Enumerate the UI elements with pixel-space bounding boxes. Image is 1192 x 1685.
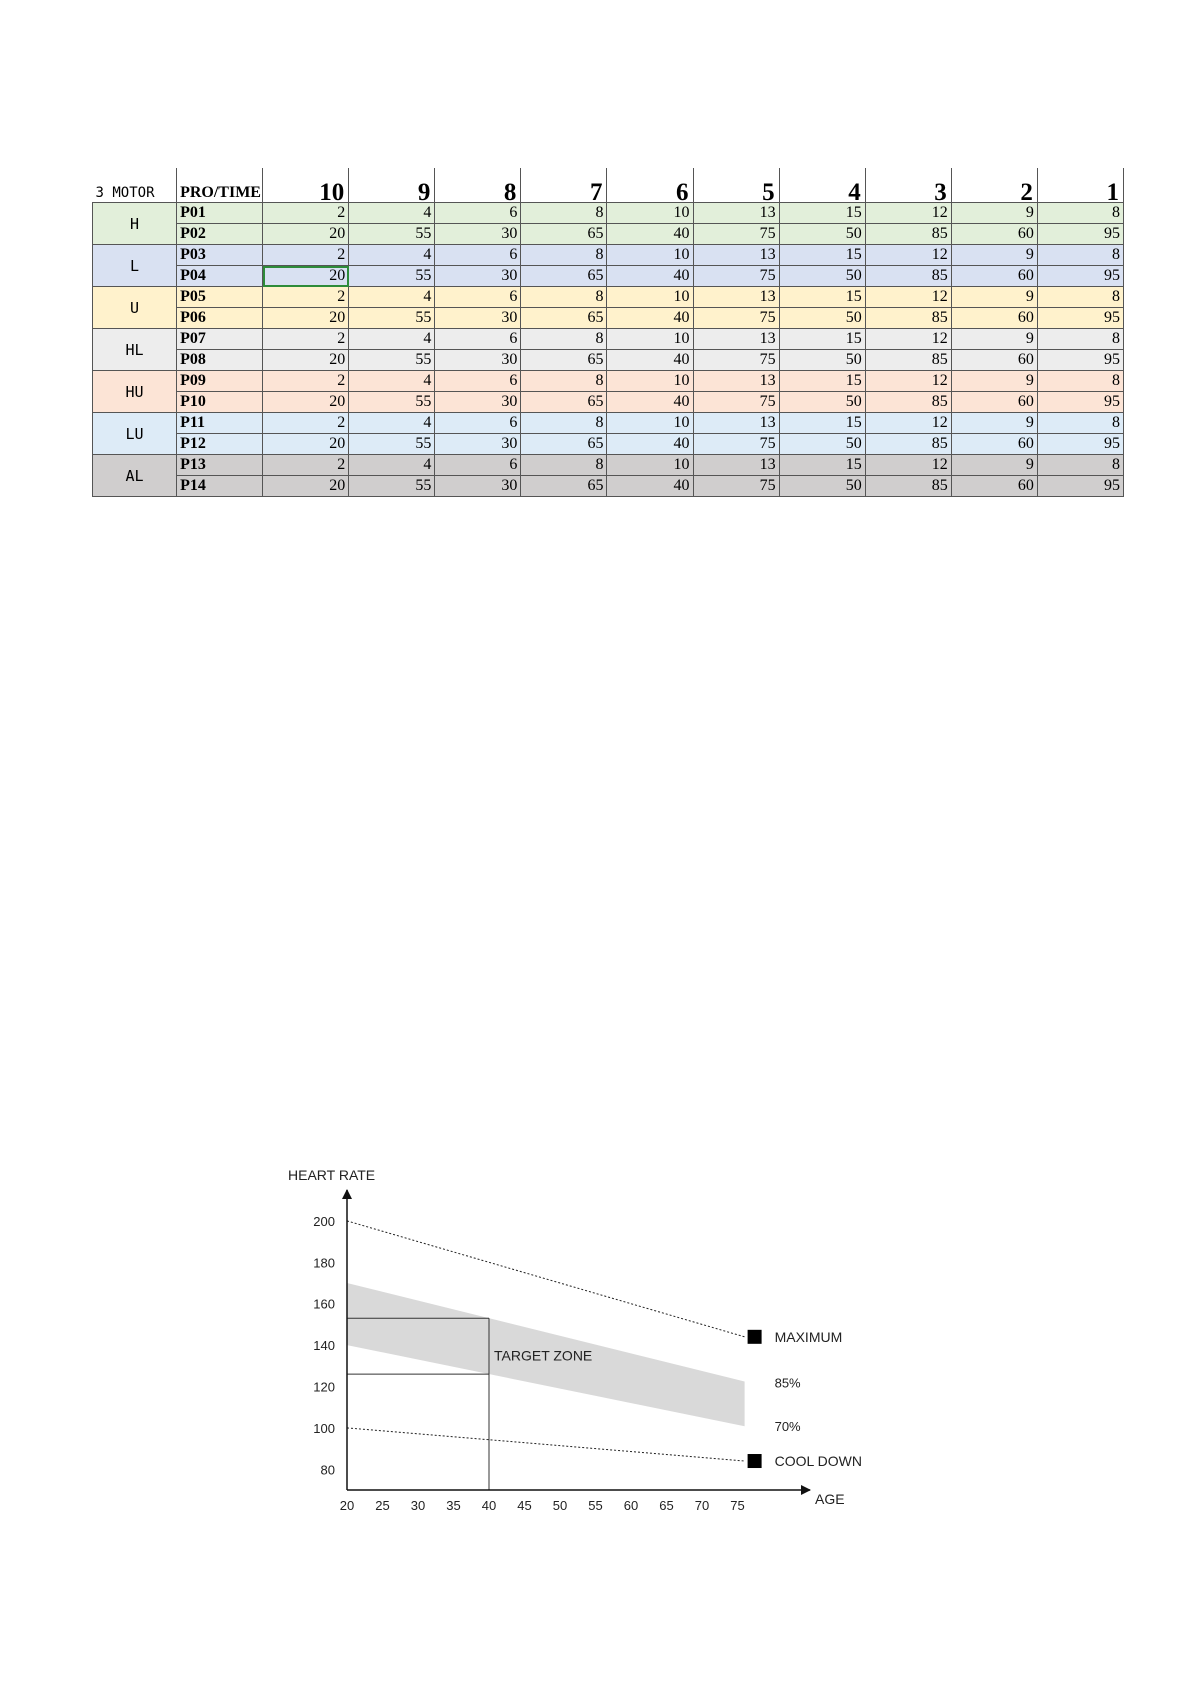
value-cell[interactable]: 15 (779, 371, 865, 392)
program-label: P04 (177, 266, 263, 287)
value-cell[interactable]: 13 (693, 245, 779, 266)
value-cell[interactable]: 15 (779, 455, 865, 476)
value-cell[interactable]: 75 (693, 266, 779, 287)
value-cell[interactable]: 8 (1037, 287, 1123, 308)
value-cell[interactable]: 6 (435, 413, 521, 434)
value-cell[interactable]: 2 (263, 371, 349, 392)
value-cell[interactable]: 8 (521, 455, 607, 476)
group-label: AL (93, 455, 177, 497)
y-axis-label: HEART RATE (288, 1167, 376, 1183)
value-cell[interactable]: 2 (263, 329, 349, 350)
value-cell[interactable]: 10 (607, 455, 693, 476)
value-cell[interactable]: 9 (951, 203, 1037, 224)
program-label: P07 (177, 329, 263, 350)
value-cell[interactable]: 4 (349, 287, 435, 308)
x-tick-label: 45 (517, 1498, 532, 1513)
y-tick-label: 200 (313, 1213, 335, 1229)
value-cell[interactable]: 13 (693, 329, 779, 350)
group-label: LU (93, 413, 177, 455)
value-cell[interactable]: 6 (435, 329, 521, 350)
value-cell[interactable]: 55 (349, 476, 435, 497)
table-row (93, 413, 1124, 434)
table-row (93, 203, 1124, 224)
value-cell[interactable]: 6 (435, 203, 521, 224)
value-cell[interactable]: 95 (1037, 308, 1123, 329)
value-cell[interactable]: 85 (865, 392, 951, 413)
table-row (93, 308, 1124, 329)
x-tick-label: 55 (588, 1498, 603, 1513)
value-cell[interactable]: 6 (435, 287, 521, 308)
table-row (93, 476, 1124, 497)
value-cell[interactable]: 2 (263, 413, 349, 434)
value-cell[interactable]: 40 (607, 224, 693, 245)
value-cell[interactable]: 9 (951, 455, 1037, 476)
value-cell[interactable]: 40 (607, 308, 693, 329)
value-cell[interactable]: 75 (693, 476, 779, 497)
value-cell[interactable]: 60 (951, 224, 1037, 245)
value-cell[interactable]: 2 (263, 203, 349, 224)
value-cell[interactable]: 4 (349, 371, 435, 392)
x-tick-label: 25 (375, 1498, 390, 1513)
value-cell[interactable]: 65 (521, 266, 607, 287)
table-row (93, 434, 1124, 455)
value-cell[interactable]: 55 (349, 434, 435, 455)
value-cell[interactable]: 8 (521, 371, 607, 392)
value-cell[interactable]: 12 (865, 413, 951, 434)
value-cell[interactable]: 55 (349, 392, 435, 413)
group-label: HL (93, 329, 177, 371)
value-cell[interactable]: 9 (951, 413, 1037, 434)
value-cell[interactable]: 30 (435, 392, 521, 413)
x-tick-label: 30 (410, 1498, 426, 1513)
value-cell[interactable]: 9 (951, 245, 1037, 266)
y-tick-label: 160 (313, 1296, 335, 1312)
table-row (93, 350, 1124, 371)
value-cell[interactable]: 8 (1037, 371, 1123, 392)
value-cell[interactable]: 75 (693, 350, 779, 371)
time-column-header: 7 (521, 168, 607, 203)
group-label: U (93, 287, 177, 329)
value-cell[interactable]: 50 (779, 392, 865, 413)
pro-time-label: PRO/TIME (177, 168, 263, 203)
x-tick-label: 50 (552, 1498, 568, 1513)
value-cell[interactable]: 13 (693, 455, 779, 476)
value-cell[interactable]: 8 (521, 329, 607, 350)
value-cell[interactable]: 9 (951, 329, 1037, 350)
band-label: TARGET ZONE (494, 1347, 593, 1364)
value-cell[interactable]: 40 (607, 350, 693, 371)
value-cell[interactable]: 8 (521, 203, 607, 224)
table-row (93, 224, 1124, 245)
value-cell[interactable]: 65 (521, 476, 607, 497)
value-cell[interactable]: 60 (951, 434, 1037, 455)
value-cell[interactable]: 55 (349, 224, 435, 245)
value-cell[interactable]: 13 (693, 413, 779, 434)
series-line (347, 1428, 745, 1461)
program-label: P05 (177, 287, 263, 308)
value-cell[interactable]: 75 (693, 434, 779, 455)
value-cell[interactable]: 95 (1037, 224, 1123, 245)
table-row (93, 266, 1124, 287)
table-row (93, 245, 1124, 266)
value-cell[interactable]: 8 (1037, 455, 1123, 476)
value-cell[interactable]: 13 (693, 203, 779, 224)
value-cell[interactable]: 85 (865, 266, 951, 287)
time-column-header: 1 (1037, 168, 1123, 203)
table-row (93, 392, 1124, 413)
value-cell[interactable]: 10 (607, 329, 693, 350)
value-cell[interactable]: 20 (263, 266, 349, 287)
value-cell[interactable]: 50 (779, 434, 865, 455)
program-label: P10 (177, 392, 263, 413)
value-cell[interactable]: 30 (435, 350, 521, 371)
value-cell[interactable]: 13 (693, 371, 779, 392)
program-table (92, 168, 1124, 497)
value-cell[interactable]: 75 (693, 308, 779, 329)
time-column-header: 3 (865, 168, 951, 203)
value-cell[interactable]: 15 (779, 413, 865, 434)
value-cell[interactable]: 40 (607, 266, 693, 287)
value-cell[interactable]: 6 (435, 245, 521, 266)
value-cell[interactable]: 60 (951, 392, 1037, 413)
table-row (93, 287, 1124, 308)
value-cell[interactable]: 10 (607, 203, 693, 224)
value-cell[interactable]: 10 (607, 245, 693, 266)
value-cell[interactable]: 30 (435, 266, 521, 287)
value-cell[interactable]: 85 (865, 350, 951, 371)
value-cell[interactable]: 15 (779, 245, 865, 266)
x-tick-label: 70 (694, 1498, 710, 1513)
value-cell[interactable]: 85 (865, 476, 951, 497)
time-column-header: 8 (435, 168, 521, 203)
value-cell[interactable]: 13 (693, 287, 779, 308)
program-label: P14 (177, 476, 263, 497)
value-cell[interactable]: 8 (1037, 245, 1123, 266)
group-label: H (93, 203, 177, 245)
band-lower-label: 70% (774, 1418, 801, 1434)
value-cell[interactable]: 8 (521, 287, 607, 308)
value-cell[interactable]: 55 (349, 350, 435, 371)
value-cell[interactable]: 60 (951, 476, 1037, 497)
value-cell[interactable]: 65 (521, 350, 607, 371)
heart-rate-chart (280, 1160, 920, 1540)
x-tick-label: 65 (659, 1498, 674, 1513)
value-cell[interactable]: 55 (349, 308, 435, 329)
table-row (93, 329, 1124, 350)
value-cell[interactable]: 40 (607, 434, 693, 455)
series-label: MAXIMUM (774, 1328, 843, 1345)
value-cell[interactable]: 12 (865, 329, 951, 350)
value-cell[interactable]: 6 (435, 455, 521, 476)
value-cell[interactable]: 50 (779, 224, 865, 245)
series-marker (748, 1330, 762, 1344)
value-cell[interactable]: 2 (263, 455, 349, 476)
value-cell[interactable]: 95 (1037, 392, 1123, 413)
value-cell[interactable]: 75 (693, 224, 779, 245)
value-cell[interactable]: 50 (779, 308, 865, 329)
header-row (93, 168, 1124, 203)
value-cell[interactable]: 20 (263, 308, 349, 329)
value-cell[interactable]: 85 (865, 434, 951, 455)
value-cell[interactable]: 50 (779, 350, 865, 371)
y-tick-label: 100 (313, 1420, 335, 1436)
y-tick-label: 80 (320, 1462, 335, 1478)
value-cell[interactable]: 20 (263, 392, 349, 413)
program-label: P08 (177, 350, 263, 371)
value-cell[interactable]: 30 (435, 476, 521, 497)
value-cell[interactable]: 95 (1037, 476, 1123, 497)
time-column-header: 2 (951, 168, 1037, 203)
value-cell[interactable]: 4 (349, 329, 435, 350)
value-cell[interactable]: 12 (865, 371, 951, 392)
program-label: P01 (177, 203, 263, 224)
value-cell[interactable]: 30 (435, 308, 521, 329)
value-cell[interactable]: 40 (607, 476, 693, 497)
time-column-header: 5 (693, 168, 779, 203)
value-cell[interactable]: 2 (263, 245, 349, 266)
program-label: P12 (177, 434, 263, 455)
value-cell[interactable]: 2 (263, 287, 349, 308)
value-cell[interactable]: 95 (1037, 266, 1123, 287)
value-cell[interactable]: 6 (435, 371, 521, 392)
program-label: P13 (177, 455, 263, 476)
value-cell[interactable]: 50 (779, 476, 865, 497)
value-cell[interactable]: 8 (521, 413, 607, 434)
value-cell[interactable]: 30 (435, 224, 521, 245)
value-cell[interactable]: 4 (349, 455, 435, 476)
value-cell[interactable]: 20 (263, 434, 349, 455)
value-cell[interactable]: 60 (951, 350, 1037, 371)
y-tick-label: 180 (313, 1255, 335, 1271)
value-cell[interactable]: 20 (263, 476, 349, 497)
x-tick-label: 60 (623, 1498, 639, 1513)
group-label: HU (93, 371, 177, 413)
value-cell[interactable]: 30 (435, 434, 521, 455)
value-cell[interactable]: 4 (349, 245, 435, 266)
value-cell[interactable]: 65 (521, 224, 607, 245)
program-label: P02 (177, 224, 263, 245)
x-tick-label: 20 (339, 1498, 355, 1513)
value-cell[interactable]: 12 (865, 455, 951, 476)
value-cell[interactable]: 10 (607, 287, 693, 308)
value-cell[interactable]: 8 (521, 245, 607, 266)
value-cell[interactable]: 50 (779, 266, 865, 287)
y-tick-label: 120 (313, 1379, 335, 1395)
value-cell[interactable]: 20 (263, 350, 349, 371)
value-cell[interactable]: 40 (607, 392, 693, 413)
value-cell[interactable]: 10 (607, 413, 693, 434)
value-cell[interactable]: 95 (1037, 434, 1123, 455)
value-cell[interactable]: 65 (521, 392, 607, 413)
value-cell[interactable]: 15 (779, 203, 865, 224)
value-cell[interactable]: 15 (779, 287, 865, 308)
value-cell[interactable]: 75 (693, 392, 779, 413)
program-label: P11 (177, 413, 263, 434)
program-label: P06 (177, 308, 263, 329)
value-cell[interactable]: 85 (865, 224, 951, 245)
time-column-header: 9 (349, 168, 435, 203)
value-cell[interactable]: 85 (865, 308, 951, 329)
corner-label: 3 MOTOR (93, 168, 177, 203)
table-row (93, 371, 1124, 392)
time-column-header: 4 (779, 168, 865, 203)
y-tick-label: 140 (313, 1338, 335, 1354)
value-cell[interactable]: 95 (1037, 350, 1123, 371)
x-tick-label: 75 (730, 1498, 745, 1513)
value-cell[interactable]: 9 (951, 371, 1037, 392)
value-cell[interactable]: 55 (349, 266, 435, 287)
time-column-header: 10 (263, 168, 349, 203)
value-cell[interactable]: 65 (521, 308, 607, 329)
x-tick-label: 35 (446, 1498, 461, 1513)
table-row (93, 455, 1124, 476)
group-label: L (93, 245, 177, 287)
value-cell[interactable]: 8 (1037, 413, 1123, 434)
value-cell[interactable]: 20 (263, 224, 349, 245)
value-cell[interactable]: 8 (1037, 203, 1123, 224)
value-cell[interactable]: 8 (1037, 329, 1123, 350)
program-label: P09 (177, 371, 263, 392)
value-cell[interactable]: 10 (607, 371, 693, 392)
series-marker (748, 1454, 762, 1468)
value-cell[interactable]: 60 (951, 266, 1037, 287)
value-cell[interactable]: 65 (521, 434, 607, 455)
series-label: COOL DOWN (774, 1453, 862, 1470)
time-column-header: 6 (607, 168, 693, 203)
value-cell[interactable]: 60 (951, 308, 1037, 329)
band-upper-label: 85% (774, 1375, 801, 1391)
program-label: P03 (177, 245, 263, 266)
value-cell[interactable]: 15 (779, 329, 865, 350)
value-cell[interactable]: 12 (865, 203, 951, 224)
value-cell[interactable]: 4 (349, 203, 435, 224)
value-cell[interactable]: 9 (951, 287, 1037, 308)
value-cell[interactable]: 4 (349, 413, 435, 434)
value-cell[interactable]: 12 (865, 245, 951, 266)
x-tick-label: 40 (481, 1498, 497, 1513)
value-cell[interactable]: 12 (865, 287, 951, 308)
x-axis-label: AGE (815, 1491, 845, 1507)
